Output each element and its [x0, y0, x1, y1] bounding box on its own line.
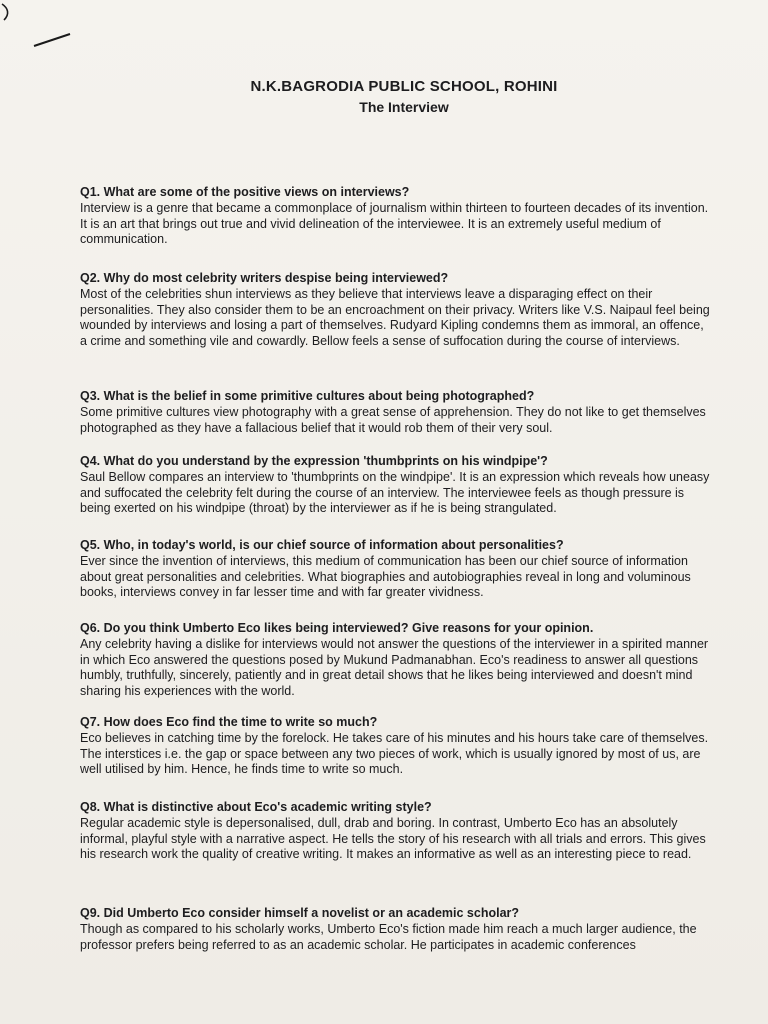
qa-block-4	[72, 454, 710, 517]
qa-block-1	[72, 185, 710, 248]
question-8: Q8. What is distinctive about Eco's academic writing style?	[80, 800, 432, 814]
qa-block-8	[72, 800, 710, 863]
answer-8: Regular academic style is depersonalised, dull, drab and boring. In contrast, Umberto Eco has an absolutely informal, playful style with a narrative aspect. He tells the story of his research with all trials and errors. This gives his research work the quality of creative writing. It makes an informative as well as an interesting piece to read.	[80, 816, 706, 862]
answer-3: Some primitive cultures view photography with a great sense of apprehension. They do not like to get themselves photographed as they have a fallacious belief that it would rob them of their very soul.	[80, 405, 706, 435]
answer-9: Though as compared to his scholarly works, Umberto Eco's fiction made him reach a much larger audience, the professor prefers being referred to as an academic scholar. He participates in academic conferences	[80, 922, 697, 952]
question-6: Q6. Do you think Umberto Eco likes being interviewed? Give reasons for your opinion.	[80, 621, 594, 635]
qa-block-5	[72, 538, 710, 601]
question-5: Q5. Who, in today's world, is our chief source of information about personalities?	[80, 538, 564, 552]
question-9: Q9. Did Umberto Eco consider himself a novelist or an academic scholar?	[80, 906, 520, 920]
qa-block-3	[72, 389, 710, 436]
qa-block-9	[72, 906, 710, 953]
school-name: N.K.BAGRODIA PUBLIC SCHOOL, ROHINI	[250, 78, 558, 95]
question-7: Q7. How does Eco find the time to write so much?	[80, 715, 378, 729]
answer-4: Saul Bellow compares an interview to 'thumbprints on the windpipe'. It is an expression which reveals how uneasy and suffocated the celebrity felt during the course of an interview. The interviewee feels as though pressure is being exerted on his windpipe (throat) by the interviewer as if he is being strangulated.	[80, 470, 710, 516]
answer-2: Most of the celebrities shun interviews as they believe that interviews leave a disparaging effect on their personalities. They also consider them to be an encroachment on their privacy. Writers like V.S. Naipaul feel being wounded by interviews and losing a part of themselves. Rudyard Kipling condemns them as immoral, an offence, a crime and something vile and cowardly. Bellow feels a sense of suffocation during the course of interviews.	[80, 287, 710, 348]
question-4: Q4. What do you understand by the expression 'thumbprints on his windpipe'?	[80, 454, 548, 468]
qa-block-2	[72, 271, 710, 349]
question-3: Q3. What is the belief in some primitive cultures about being photographed?	[80, 389, 535, 403]
question-2: Q2. Why do most celebrity writers despise being interviewed?	[80, 271, 449, 285]
question-1: Q1. What are some of the positive views on interviews?	[80, 185, 410, 199]
answer-7: Eco believes in catching time by the forelock. He takes care of his minutes and his hours take care of themselves. The interstices i.e. the gap or space between any two pieces of work, which is usually ignored by most of us, are well utilised by him. Hence, he finds time to write so much.	[80, 731, 709, 777]
answer-1: Interview is a genre that became a commonplace of journalism within thirteen to fourteen decades of its invention. It is an art that brings out true and vivid delineation of the interviewee. It is an extremely useful medium of communication.	[80, 201, 709, 247]
qa-block-7	[72, 715, 710, 778]
answer-5: Ever since the invention of interviews, this medium of communication has been our chief source of information about great personalities and celebrities. What biographies and autobiographies reveal in long and voluminous books, interviews convey in far lesser time and with far greater vividness.	[80, 554, 691, 600]
document-title: The Interview	[359, 99, 449, 115]
document-header	[0, 78, 768, 115]
pen-stroke-mark	[0, 0, 90, 60]
answer-6: Any celebrity having a dislike for interviews would not answer the questions of the interviewer in a spirited manner in which Eco answered the questions posed by Mukund Padmanabhan. Eco's readiness to answer all questions humbly, truthfully, sincerely, patiently and in great detail shows that he likes being interviewed and doesn't mind sharing his experiences with the world.	[80, 637, 709, 698]
qa-block-6	[72, 621, 710, 699]
